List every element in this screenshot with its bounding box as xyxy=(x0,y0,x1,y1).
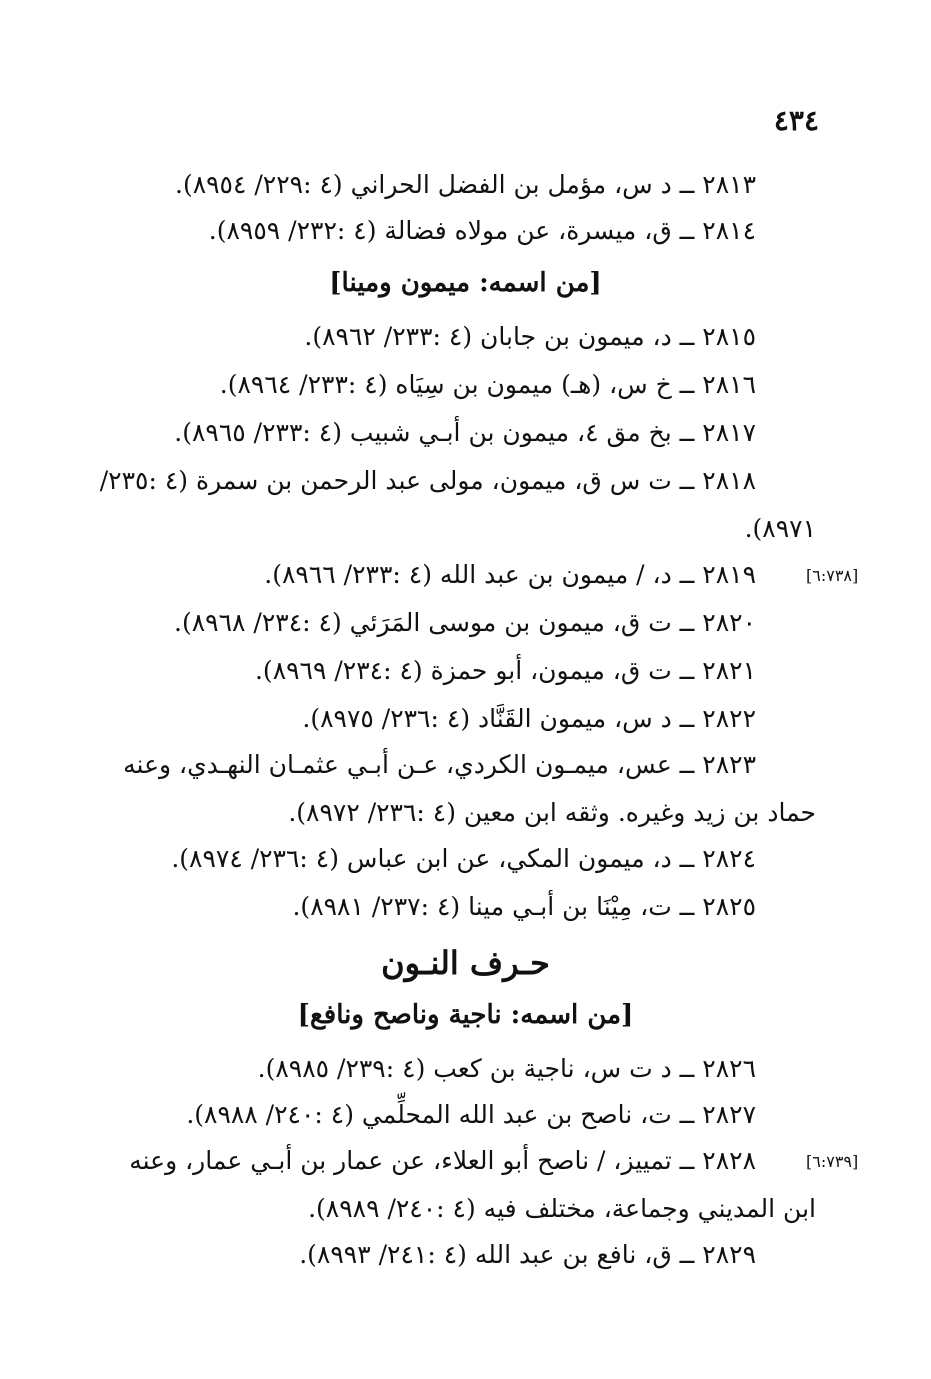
entry-2815: ٢٨١٥ ــ د، ميمون بن جابان (٤ :٢٣٣/ ٨٩٦٢). xyxy=(304,322,756,351)
section-heading-maymun: [من اسمه: ميمون ومينا] xyxy=(329,268,602,298)
entry-2820: ٢٨٢٠ ــ ت ق، ميمون بن موسى المَرَئي (٤ :٢٣٤/ ٨٩٦٨). xyxy=(174,608,756,637)
entry-2829: ٢٨٢٩ ــ ق، نافع بن عبد الله (٤ :٢٤١/ ٨٩٩٣). xyxy=(299,1240,756,1269)
entry-2827: ٢٨٢٧ ــ ت، ناصح بن عبد الله المحلِّمي (٤ :٢٤٠/ ٨٩٨٨). xyxy=(186,1100,756,1129)
entry-2818: ٢٨١٨ ــ ت س ق، ميمون، مولى عبد الرحمن بن سمرة (٤ :٢٣٥/ xyxy=(99,466,756,495)
entry-2825: ٢٨٢٥ ــ ت، مِيْنَا بن أبـي مينا (٤ :٢٣٧/ ٨٩٨١). xyxy=(292,892,756,921)
section-heading-najiya: [من اسمه: ناجية وناصح ونافع] xyxy=(297,1000,634,1030)
entry-2819: ٢٨١٩ ــ د، / ميمون بن عبد الله (٤ :٢٣٣/ ٨٩٦٦). xyxy=(264,560,756,589)
entry-2828: ٢٨٢٨ ــ تمييز، / ناصح أبو العلاء، عن عمار بن أبـي عمار، وعنه xyxy=(129,1146,756,1175)
page-number: ٤٣٤ xyxy=(773,104,819,137)
entry-2816: ٢٨١٦ ــ خ س، (هـ) ميمون بن سِيَاه (٤ :٢٣٣/ ٨٩٦٤). xyxy=(219,370,756,399)
entry-2818-continuation: ٨٩٧١). xyxy=(744,514,816,543)
entry-2813: ٢٨١٣ ــ د س، مؤمل بن الفضل الحراني (٤ :٢٢٩/ ٨٩٥٤). xyxy=(175,170,756,199)
entry-2826: ٢٨٢٦ ــ د ت س، ناجية بن كعب (٤ :٢٣٩/ ٨٩٨٥). xyxy=(257,1054,756,1083)
letter-heading-nun: حـرف النـون xyxy=(381,944,550,982)
entry-2828-continuation: ابن المديني وجماعة، مختلف فيه (٤ :٢٤٠/ ٨٩٨٩). xyxy=(308,1194,816,1223)
margin-reference-738: [٦:٧٣٨] xyxy=(806,566,859,585)
entry-2824: ٢٨٢٤ ــ د، ميمون المكي، عن ابن عباس (٤ :٢٣٦/ ٨٩٧٤). xyxy=(171,844,756,873)
entry-2821: ٢٨٢١ ــ ت ق، ميمون، أبو حمزة (٤ :٢٣٤/ ٨٩٦٩). xyxy=(254,656,756,685)
entry-2823-continuation: حماد بن زيد وغيره. وثقه ابن معين (٤ :٢٣٦/ ٨٩٧٢). xyxy=(288,798,816,827)
entry-2817: ٢٨١٧ ــ بخ مق ٤، ميمون بن أبـي شبيب (٤ :٢٣٣/ ٨٩٦٥). xyxy=(174,418,756,447)
margin-reference-739: [٦:٧٣٩] xyxy=(806,1152,859,1171)
entry-2823: ٢٨٢٣ ــ عس، ميمـون الكردي، عـن أبـي عثمـان النهـدي، وعنه xyxy=(123,750,756,779)
entry-2814: ٢٨١٤ ــ ق، ميسرة، عن مولاه فضالة (٤ :٢٣٢/ ٨٩٥٩). xyxy=(208,216,756,245)
entry-2822: ٢٨٢٢ ــ د س، ميمون القَنَّاد (٤ :٢٣٦/ ٨٩٧٥). xyxy=(302,704,756,733)
